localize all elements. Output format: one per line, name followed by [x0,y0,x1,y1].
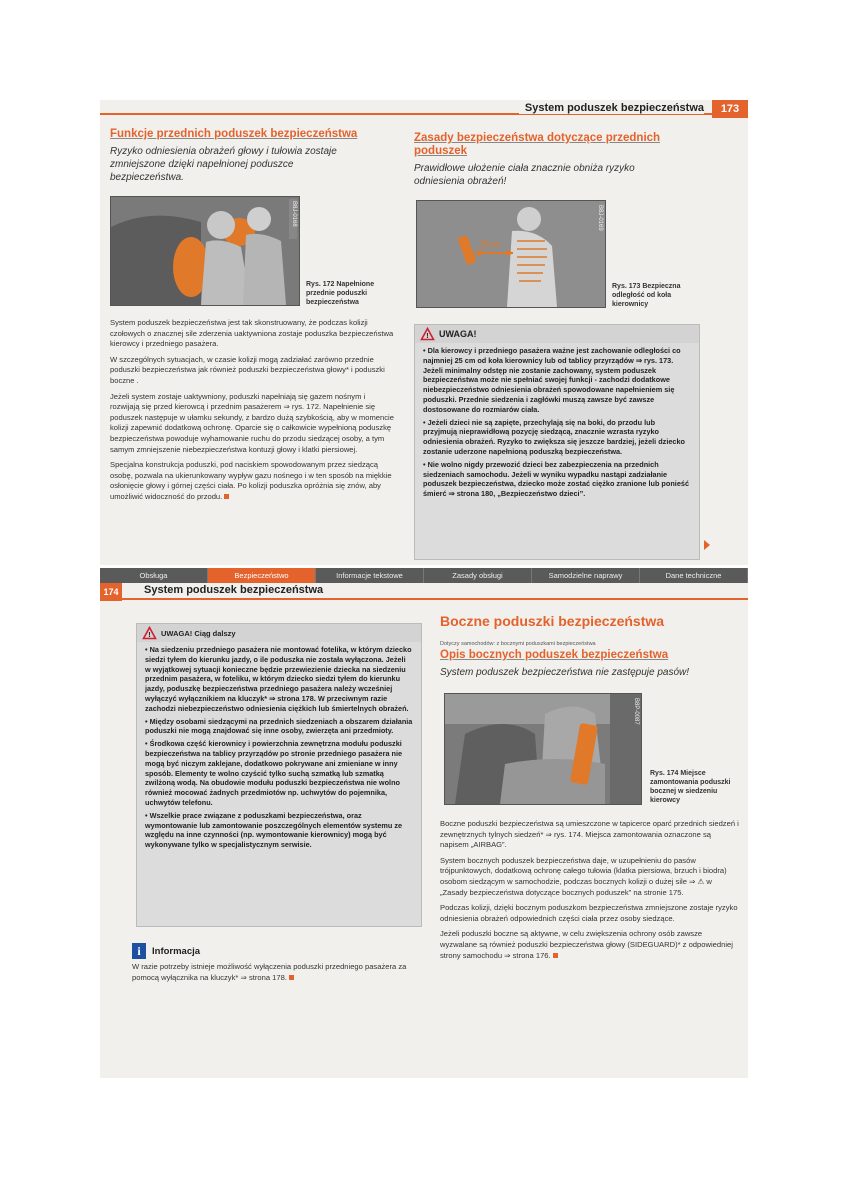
footer-tab-active: Bezpieczeństwo [208,568,316,583]
page-header [100,100,748,118]
header-title: System poduszek bezpieczeństwa [144,584,324,596]
right-body [440,819,740,966]
section-lead: Ryzyko odniesienia obrażeń głowy i tułowia zostaje zmniejszone dzięki napełnionej poduszce bezpieczeństwa. [110,146,337,183]
paragraph-text: Jeżeli poduszki boczne są aktywne, w celu zwiększenia ochrony osób zawsze wyzwalane są również poduszki bezpieczeństwa głowy (SIDEGUARD)* z odpowiedniej strony samochodu ⇒ strona 176. [440,929,733,960]
warning-title: UWAGA! [439,329,477,339]
section-heading: Funkcje przednich poduszek bezpieczeństwa [110,128,358,140]
footer-tab: Informacje tekstowe [316,568,424,583]
warning-item: • Na siedzeniu przedniego pasażera nie montować fotelika, w którym dziecko siedzi tyłem do kierunku jazdy, o ile poduszka nie została wyłączona. Jeżeli w wyjątkowej sytuacji konieczne będzie przewiezienie dziecka na siedzeniu przednim pasażera, w foteliku, w którym dziecko siedzi tyłem do kierunku jazdy, poduszkę bezpieczeństwa przedniego pasażera należy wcześniej wyłączyć wyłącznikiem na kluczyk* ⇒ strona 178. W przeciwnym razie zachodzi niebezpieczeństwo odniesienia ciężkich lub śmiertelnych obrażeń. [145,645,412,713]
svg-text:!: ! [426,333,429,340]
footer-tabs [100,568,748,583]
distance-figure [416,200,606,308]
continue-arrow-icon [704,540,710,550]
left-body [110,318,395,508]
paragraph [440,929,740,961]
footer-tab: Zasady obsługi [424,568,532,583]
applies-to-label: Dotyczy samochodów: z bocznymi poduszkami bezpieczeństwa [440,641,596,647]
right-column [414,132,704,188]
warning-box-continued [136,623,422,927]
side-airbag-figure [444,693,642,805]
svg-text:!: ! [148,632,151,639]
paragraph [110,460,395,502]
figure-caption: Rys. 172 Napełnione przednie poduszki bezpieczeństwa [306,281,375,306]
airbag-illustration [111,197,299,305]
info-text-content: W razie potrzeby istnieje możliwość wyłączenia poduszki przedniego pasażera za pomocą wyłącznika na kluczyk* ⇒ strona 178. [132,962,407,982]
footer-tab: Samodzielne naprawy [532,568,640,583]
warning-body [415,343,699,505]
section-heading: Zasady bezpieczeństwa dotyczące przednich poduszek [414,132,661,157]
paragraph-text: Specjalna konstrukcja poduszki, pod naciskiem spowodowanym przez siedzącą osobę, pozwala na ukierunkowany wypływ gazu nośnego i w ten sposób na miękkie osłonięcie głowy i górnej części ciała. Po kolizji poduszka opróżnia się znów, aby umożliwić widoczność do przodu. [110,460,392,501]
figure-code: B8J-0169 [597,205,603,231]
warning-item: • Wszelkie prace związane z poduszkami bezpieczeństwa, oraz wymontowanie lub zamontowanie poszczególnych elementów systemu ze względu na inne czynności (np. wymontowanie kierownicy) mogą być wykonywane tylko w specjalistycznym serwisie. [145,810,403,850]
paragraph: System poduszek bezpieczeństwa jest tak skonstruowany, że podczas kolizji czołowych o znacznej sile zderzenia uaktywniona zostaje poduszka bezpieczeństwa kierowcy i przedniego pasażera. [110,318,394,349]
warning-item: • Środkowa część kierownicy i powierzchnia zewnętrzna modułu poduszki bezpieczeństwa na tablicy przyrządów po stronie przedniego pasażera nie mogą być niczym zaklejane, dodatkowo pokrywane ani zmieniane w inny sposób. Elementy te wolno czyścić tylko suchą szmatką lub szmatką zwilżoną wodą. Na obudowie modułu poduszki bezpieczeństwa nie wolno również mocować żadnych przedmiotów np. uchwytów do pojemnika, uchwytów telefonu. [145,739,403,807]
left-column [110,128,395,184]
page-number: 174 [100,583,122,601]
footer-tab: Dane techniczne [640,568,748,583]
figure-caption: Rys. 174 Miejsce zamontowania poduszki bocznej w siedzeniu kierowcy [650,770,731,804]
page-header [100,583,748,601]
warning-item: • Dla kierowcy i przedniego pasażera ważne jest zachowanie odległości co najmniej 25 cm od koła kierownicy lub od tablicy przyrządów ⇒ rys. 173. Jeżeli minimalny odstęp nie zostanie zachowany, system poduszek bezpieczeństwa może nie spełniać swojej funkcji - zachodzi dodatkowe niebezpieczeństwo odniesienia obrażeń spowodowane napełnieniem się poduszki. Przednie siedzenia i zagłówki muszą zawsze być zawsze dostosowane do rozmiarów ciała. [423,346,681,414]
section-heading: Opis bocznych poduszek bezpieczeństwa [440,649,669,661]
section-lead: Prawidłowe ułożenie ciała znacznie obniża ryzyko odniesienia obrażeń! [414,163,635,187]
figure-code: B8J-0168 [291,201,297,227]
warning-body [137,642,421,856]
figure-caption: Rys. 173 Bezpieczna odległość od koła kierownicy [612,283,681,308]
info-icon: i [132,943,146,959]
warning-item: • Jeżeli dzieci nie są zapięte, przechylają się na boki, do przodu lub przyjmują nieprawidłową pozycję siedzącą, znacznie wzrasta ryzyko odniesienia obrażeń. Ryzyko to zwiększa się jeszcze bardziej, jeżeli dziecko zostanie uderzone napełnioną poduszką bezpieczeństwa. [423,417,685,456]
warning-triangle-icon [143,627,156,639]
section-lead: System poduszek bezpieczeństwa nie zastępuje pasów! [440,667,690,678]
info-title: Informacja [152,945,201,957]
end-marker-icon [224,494,229,499]
warning-box [414,324,700,560]
page-174 [100,583,748,1078]
page-number: 173 [712,100,748,118]
figure-code: B8P-0087 [633,698,639,725]
warning-item: • Między osobami siedzącymi na przednich siedzeniach a obszarem działania poduszki nie mogą znajdować się inne osoby, zwierzęta ani przedmioty. [145,716,413,736]
info-box [132,943,422,988]
warning-header [137,624,421,642]
info-header [132,943,422,959]
end-marker-icon [553,953,558,958]
distance-label: 25cm [479,239,502,249]
paragraph: System bocznych poduszek bezpieczeństwa daje, w uzupełnieniu do pasów trójpunktowych, dodatkową ochronę całego tułowia (klatka piersiowa, brzuch i biodra) osobom siedzącym w samochodzie, podczas bocznych kolizji o dużej sile ⇒ ⚠ w „Zasady bezpieczeństwa dotyczące bocznych poduszek” na stronie 175. [440,855,727,897]
warning-title: UWAGA! Ciąg dalszy [161,628,236,638]
paragraph: Jeżeli system zostaje uaktywniony, poduszki napełniają się gazem nośnym i rozwijają się przed kierowcą i przednim pasażerem ⇒ rys. 172. Napełnienie się poduszek następuje w ułamku sekundy, z bardzo dużą szybkością, aby w momencie kolizji zapewnić dodatkową ochronę. Oparcie się o całkowicie wypełnioną poduszkę bezpieczeństwa powoduje wyhamowanie ruchu do przodu siedzącej osoby, a tym samym zmniejszenie niebezpieczeństwa kontuzji głowy i klatki piersiowej. [110,391,394,454]
info-text [132,962,422,983]
paragraph: Podczas kolizji, dzięki bocznym poduszkom bezpieczeństwa zmniejszone zostaje ryzyko odniesienia obrażeń odpowiednich części ciała przez osoby siedzące. [440,903,738,923]
warning-item: • Nie wolno nigdy przewozić dzieci bez zabezpieczenia na przednich siedzeniach samochodu. Jeżeli w wyniku wypadku nastąpi zadziałanie poduszek bezpieczeństwa, dziecko może zostać ciężko zranione lub ponieść śmierć ⇒ strona 180, „Bezpieczeństwo dzieci”. [423,459,690,499]
paragraph: Boczne poduszki bezpieczeństwa są umieszczone w tapicerce oparć przednich siedzeń i zewnętrznych tylnych siedzeń* ⇒ rys. 174. Miejsca zamontowania oznaczone są napisem „AIRBAG”. [440,819,739,850]
header-title: System poduszek bezpieczeństwa [519,102,704,114]
distance-illustration [417,201,605,307]
chapter-heading: Boczne poduszki bezpieczeństwa [440,613,665,629]
warning-header [415,325,699,343]
side-airbag-illustration [445,694,641,804]
paragraph: W szczególnych sytuacjach, w czasie kolizji mogą zadziałać zarówno przednie poduszki bezpieczeństwa jak również poduszki bezpieczeństwa głowy* i poduszki boczne . [110,354,385,385]
end-marker-icon [289,975,294,980]
footer-tab: Obsługa [100,568,208,583]
page-173 [100,100,748,580]
warning-triangle-icon [421,328,434,340]
right-column [440,613,740,679]
airbag-figure [110,196,300,306]
